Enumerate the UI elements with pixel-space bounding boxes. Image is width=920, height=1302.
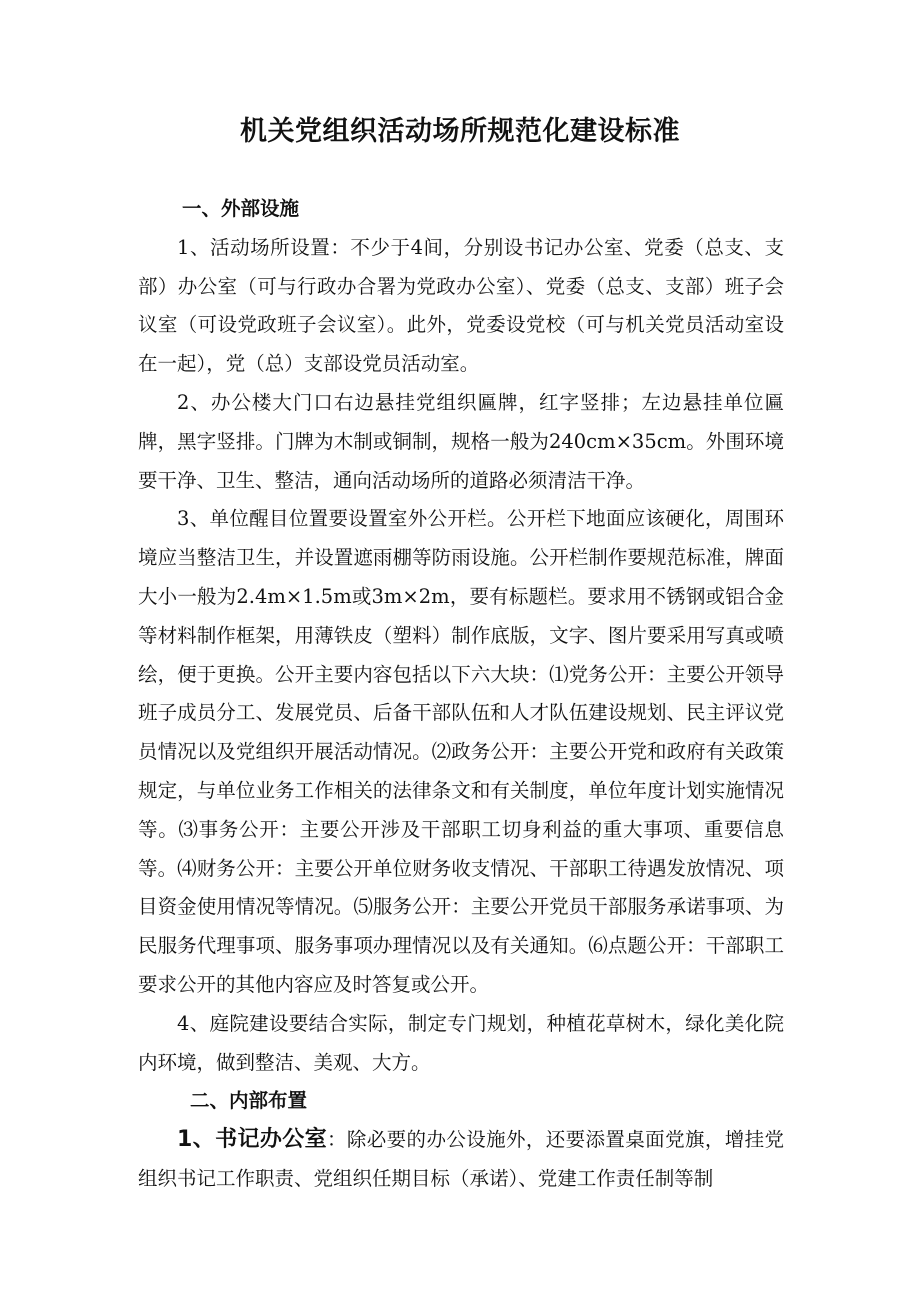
document-title: 机关党组织活动场所规范化建设标准 xyxy=(240,116,680,147)
paragraph-signboards: 2、办公楼大门口右边悬挂党组织匾牌，红字竖排；左边悬挂单位匾牌，黑字竖排。门牌为木制或铜制，规格一般为240cm×35cm。外围环境要干净、卫生、整洁，通向活动场所的道路必须清洁干净。 xyxy=(138,390,784,492)
section-heading-external-facilities: 一、外部设施 xyxy=(182,197,300,220)
paragraph-secretary-office xyxy=(138,1121,784,1199)
paragraph-courtyard: 4、庭院建设要结合实际，制定专门规划，种植花草树木，绿化美化院内环境，做到整洁、美观、大方。 xyxy=(138,1011,784,1074)
secretary-office-lead: 1、书记办公室 xyxy=(177,1127,328,1153)
secretary-office-text: ：除必要的办公设施外，还要添置桌面党旗，增挂党组织书记工作职责、党组织任期目标（承诺）、党建工作责任制等制 xyxy=(138,1128,784,1190)
paragraph-public-board: 3、单位醒目位置要设置室外公开栏。公开栏下地面应该硬化，周围环境应当整洁卫生，并设置遮雨棚等防雨设施。公开栏制作要规范标准，牌面大小一般为2.4m×1.5m或3m×2m，要有标题栏。要求用不锈钢或铝合金等材料制作框架，用薄铁皮（塑料）制作底版，文字、图片要采用写真或喷绘，便于更换。公开主要内容包括以下六大块：⑴党务公开：主要公开领导班子成员分工、发展党员、后备干部队伍和人才队伍建设规划、民主评议党员情况以及党组织开展活动情况。⑵政务公开：主要公开党和政府有关政策规定，与单位业务工作相关的法律条文和有关制度，单位年度计划实施情况等。⑶事务公开：主要公开涉及干部职工切身利益的重大事项、重要信息等。⑷财务公开：主要公开单位财务收支情况、干部职工待遇发放情况、项目资金使用情况等情况。⑸服务公开：主要公开党员干部服务承诺事项、为民服务代理事项、服务事项办理情况以及有关通知。⑹点题公开：干部职工要求公开的其他内容应及时答复或公开。 xyxy=(138,507,784,996)
paragraph-venue-setup: 1、活动场所设置：不少于4间，分别设书记办公室、党委（总支、支部）办公室（可与行政办合署为党政办公室）、党委（总支、支部）班子会议室（可设党政班子会议室）。此外，党委设党校（可与机关党员活动室设在一起），党（总）支部设党员活动室。 xyxy=(138,235,784,376)
document-body xyxy=(138,190,784,1199)
section-heading-internal-layout: 二、内部布置 xyxy=(190,1089,308,1113)
